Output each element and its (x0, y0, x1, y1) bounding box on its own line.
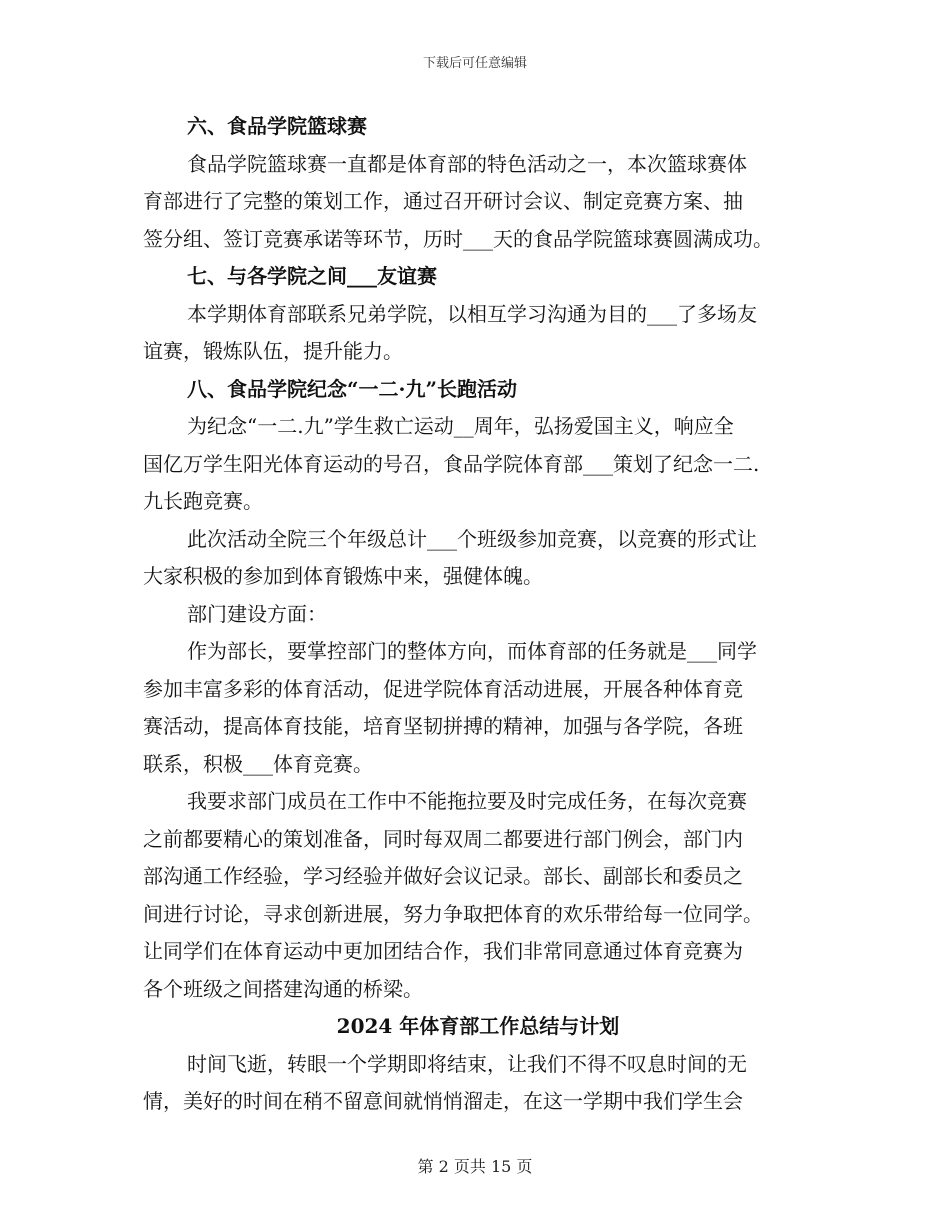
section-heading-7: 七、与各学院之间___友谊赛 (187, 264, 437, 288)
paragraph-line: 本学期体育部联系兄弟学院，以相互学习沟通为目的___了多场友 (187, 301, 757, 326)
paragraph-line: 各个班级之间搭建沟通的桥梁。 (143, 976, 423, 1001)
paragraph-line: 我要求部门成员在工作中不能拖拉要及时完成任务，在每次竞赛 (187, 789, 747, 813)
paragraph-line: 此次活动全院三个年级总计___个班级参加竞赛，以竞赛的形式让 (187, 526, 757, 551)
paragraph-line: 国亿万学生阳光体育运动的号召，食品学院体育部___策划了纪念一二. (143, 451, 760, 476)
page-footer: 第 2 页共 15 页 (417, 1157, 533, 1176)
section-heading-8: 八、食品学院纪念“一二·九”长跑活动 (187, 376, 517, 401)
paragraph-line: 部沟通工作经验，学习经验并做好会议记录。部长、副部长和委员之 (143, 864, 743, 888)
paragraph-line: 谊赛，锻炼队伍，提升能力。 (143, 339, 403, 363)
paragraph-line: 育部进行了完整的策划工作，通过召开研讨会议、制定竞赛方案、抽 (143, 189, 743, 213)
paragraph-line: 为纪念“一二.九”学生救亡运动__周年，弘扬爱国主义，响应全 (187, 414, 734, 438)
paragraph-line: 间进行讨论，寻求创新进展，努力争取把体育的欢乐带给每一位同学。 (143, 901, 763, 926)
section-heading-6: 六、食品学院篮球赛 (187, 114, 367, 138)
paragraph-line: 食品学院篮球赛一直都是体育部的特色活动之一，本次篮球赛体 (187, 151, 747, 176)
document-body (143, 108, 813, 1121)
paragraph-line: 情，美好的时间在稍不留意间就悄悄溜走，在这一学期中我们学生会 (143, 1089, 743, 1113)
paragraph-line: 作为部长，要掌控部门的整体方向，而体育部的任务就是___同学 (187, 639, 757, 663)
document-title: 2024 年体育部工作总结与计划 (336, 1014, 620, 1038)
paragraph-line: 参加丰富多彩的体育活动，促进学院体育活动进展，开展各种体育竞 (143, 676, 743, 701)
paragraph-line: 时间飞逝，转眼一个学期即将结束，让我们不得不叹息时间的无 (187, 1051, 747, 1076)
paragraph-line: 让同学们在体育运动中更加团结合作，我们非常同意通过体育竞赛为 (143, 939, 743, 963)
subsection-label: 部门建设方面： (187, 601, 327, 626)
paragraph-line: 九长跑竞赛。 (143, 489, 263, 513)
paragraph-line: 大家积极的参加到体育锻炼中来，强健体魄。 (143, 564, 543, 588)
paragraph-line: 之前都要精心的策划准备，同时每双周二都要进行部门例会，部门内 (143, 826, 743, 851)
paragraph-line: 联系，积极___体育竞赛。 (143, 751, 373, 776)
paragraph-line: 赛活动，提高体育技能，培育坚韧拼搏的精神，加强与各学院，各班 (143, 714, 743, 738)
page-header: 下载后可任意编辑 (422, 56, 527, 71)
paragraph-line: 签分组、签订竞赛承诺等环节，历时___天的食品学院篮球赛圆满成功。 (143, 226, 773, 251)
